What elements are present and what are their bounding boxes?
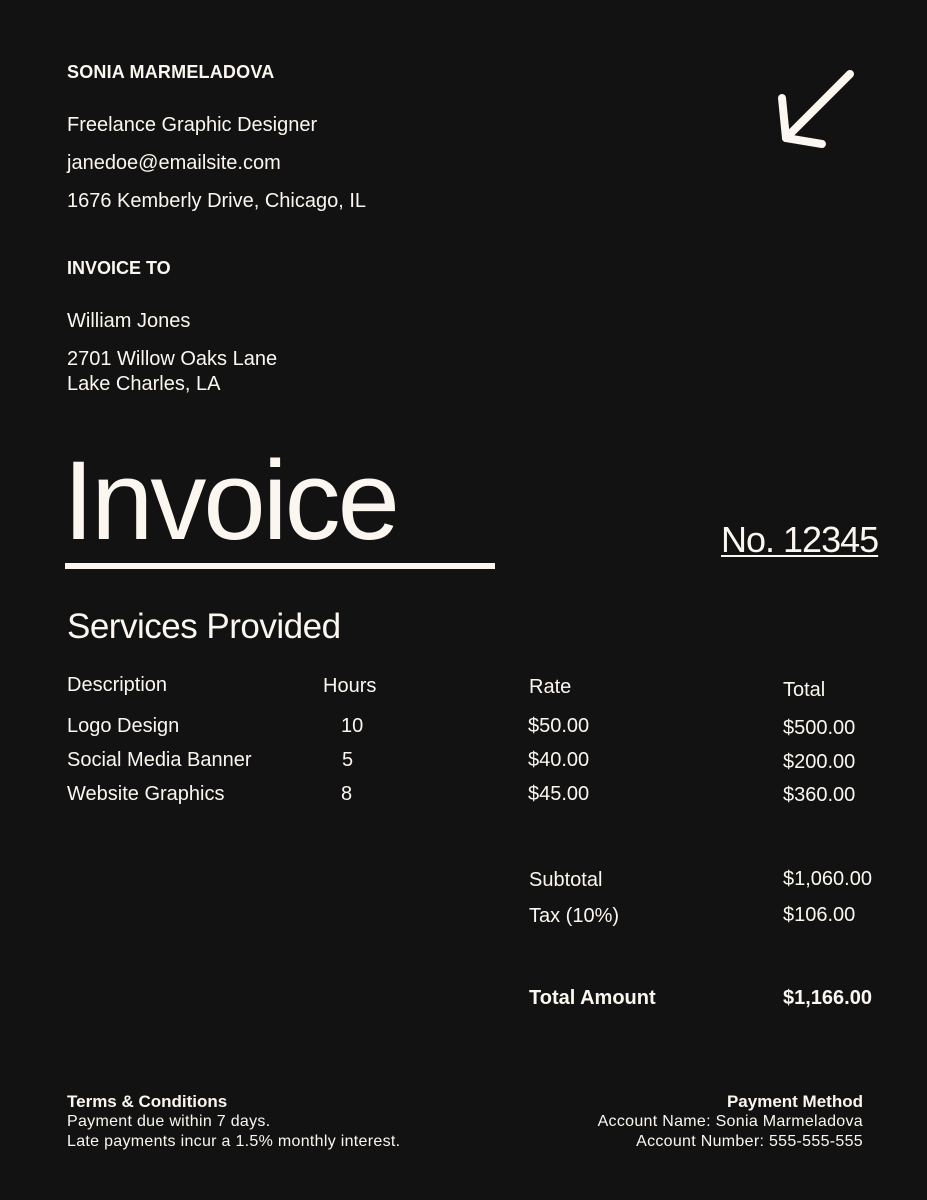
title-underline (65, 563, 495, 569)
column-header-description: Description (67, 674, 168, 696)
row-total: $360.00 (783, 784, 856, 806)
terms-line: Payment due within 7 days. (67, 1113, 271, 1130)
account-number: Account Number: 555-555-555 (636, 1133, 863, 1150)
invoice-number: No. 12345 (721, 519, 879, 560)
account-name: Account Name: Sonia Marmeladova (597, 1113, 863, 1130)
services-heading: Services Provided (67, 607, 341, 646)
row-rate: $50.00 (528, 715, 590, 737)
arrow-down-left-icon (768, 62, 868, 162)
terms-line: Late payments incur a 1.5% monthly interest. (67, 1133, 401, 1150)
row-description: Website Graphics (67, 783, 225, 805)
tax-label: Tax (10%) (529, 905, 620, 927)
row-description: Social Media Banner (67, 749, 252, 771)
total-amount-label: Total Amount (529, 987, 656, 1009)
recipient-address-line2: Lake Charles, LA (67, 373, 221, 395)
row-rate: $40.00 (528, 749, 590, 771)
recipient-name: William Jones (67, 310, 191, 332)
row-total: $200.00 (783, 751, 856, 773)
total-amount-value: $1,166.00 (783, 987, 872, 1009)
column-header-total: Total (783, 679, 826, 701)
terms-heading: Terms & Conditions (67, 1092, 228, 1111)
column-header-hours: Hours (323, 675, 377, 697)
subtotal-label: Subtotal (529, 869, 603, 891)
row-hours: 8 (341, 783, 353, 805)
tax-value: $106.00 (783, 904, 856, 926)
sender-address: 1676 Kemberly Drive, Chicago, IL (67, 190, 367, 212)
invoice-title: Invoice (63, 438, 397, 563)
row-hours: 10 (341, 715, 364, 737)
payment-method-heading: Payment Method (726, 1092, 863, 1111)
row-total: $500.00 (783, 717, 856, 739)
row-rate: $45.00 (528, 783, 590, 805)
row-description: Logo Design (67, 715, 180, 737)
column-header-rate: Rate (529, 676, 572, 698)
sender-name: SONIA MARMELADOVA (67, 62, 275, 82)
sender-email: janedoe@emailsite.com (67, 152, 281, 174)
invoice-to-heading: INVOICE TO (67, 258, 171, 278)
sender-role: Freelance Graphic Designer (67, 114, 318, 136)
recipient-address-line1: 2701 Willow Oaks Lane (67, 348, 278, 370)
row-hours: 5 (342, 749, 354, 771)
subtotal-value: $1,060.00 (783, 868, 872, 890)
